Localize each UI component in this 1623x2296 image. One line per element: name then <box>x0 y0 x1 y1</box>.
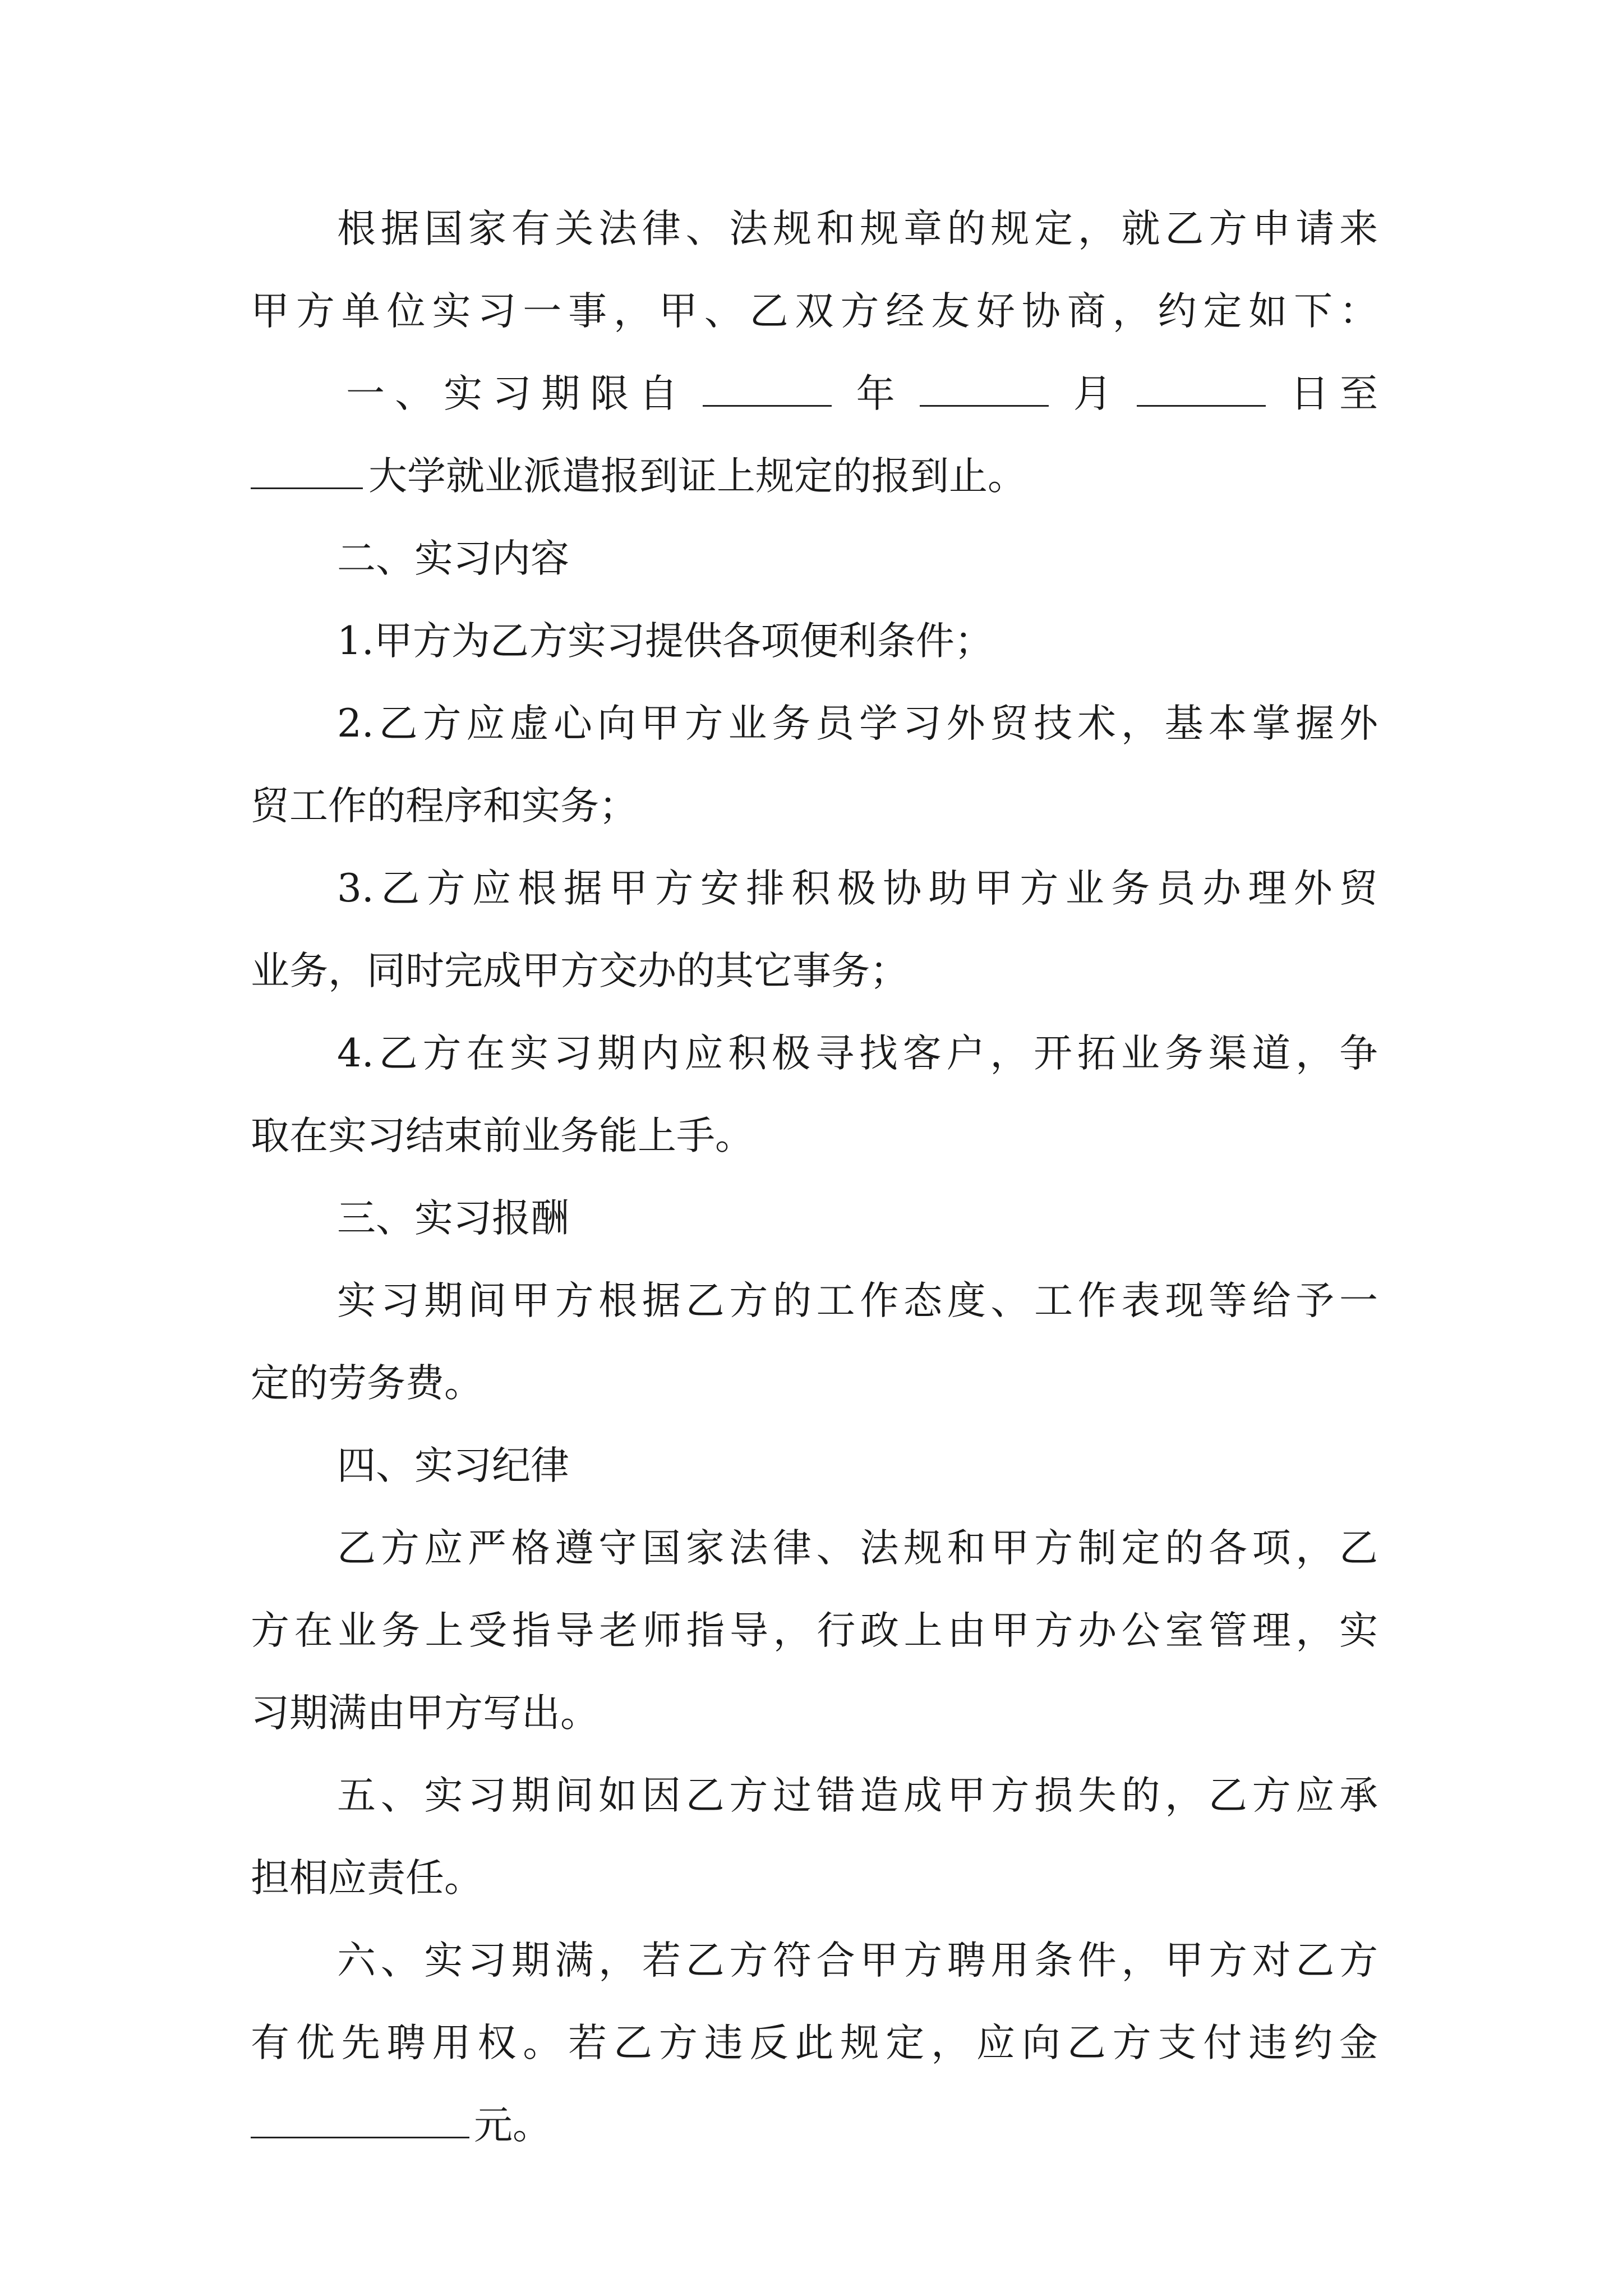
section-4-line-1: 乙方应严格遵守国家法律、法规和甲方制定的各项，乙 <box>337 1526 1378 1571</box>
section-5-line-1: 五、实习期间如因乙方过错造成甲方损失的，乙方应承 <box>337 1773 1378 1818</box>
item-2-line-1: 2.乙方应虚心向甲方业务员学习外贸技术，基本掌握外 <box>337 701 1378 746</box>
paragraph-intro-line-1: 根据国家有关法律、法规和规章的规定，就乙方申请来 <box>337 206 1378 251</box>
section-2-heading: 二、实习内容 <box>337 536 569 581</box>
section-4-heading: 四、实习纪律 <box>337 1443 569 1488</box>
item-3-line-1: 3.乙方应根据甲方安排积极协助甲方业务员办理外贸 <box>337 866 1378 911</box>
year-blank[interactable] <box>703 376 832 407</box>
section-6-line-1: 六、实习期满，若乙方符合甲方聘用条件，甲方对乙方 <box>337 1938 1378 1983</box>
penalty-amount-blank[interactable] <box>251 2108 469 2138</box>
section-1-period-line-2 <box>251 435 1378 518</box>
day-blank[interactable] <box>1137 376 1266 407</box>
item-2-line-2: 贸工作的程序和实务； <box>251 784 638 829</box>
report-text: 大学就业派遣报到证上规定的报到止。 <box>368 454 1026 499</box>
university-blank[interactable] <box>251 458 363 489</box>
section-4-line-2: 方在业务上受指导老师指导，行政上由甲方办公室管理，实 <box>251 1608 1378 1653</box>
section-1-period-line <box>251 353 1378 435</box>
year-label: 年 <box>846 371 905 416</box>
month-label: 月 <box>1063 371 1122 416</box>
section-3-heading: 三、实习报酬 <box>337 1196 569 1241</box>
month-blank[interactable] <box>920 376 1049 407</box>
section-3-line-2: 定的劳务费。 <box>251 1361 483 1406</box>
document-body <box>251 188 1378 2167</box>
section-6-line-3 <box>251 2085 1378 2167</box>
section-6-line-2: 有优先聘用权。若乙方违反此规定，应向乙方支付违约金 <box>251 2021 1378 2065</box>
section-3-line-1: 实习期间甲方根据乙方的工作态度、工作表现等给予一 <box>337 1278 1378 1323</box>
period-prefix: 一、实习期限自 <box>346 371 688 416</box>
item-4-line-1: 4.乙方在实习期内应积极寻找客户，开拓业务渠道，争 <box>337 1031 1378 1076</box>
paragraph-intro-line-2: 甲方单位实习一事，甲、乙双方经友好协商，约定如下： <box>251 289 1378 334</box>
day-label: 日至 <box>1280 371 1378 416</box>
item-1: 1.甲方为乙方实习提供各项便利条件； <box>337 619 993 664</box>
item-4-line-2: 取在实习结束前业务能上手。 <box>251 1114 754 1158</box>
currency-unit: 元。 <box>474 2103 551 2148</box>
section-4-line-3: 习期满由甲方写出。 <box>251 1691 599 1736</box>
section-5-line-2: 担相应责任。 <box>251 1856 483 1901</box>
item-3-line-2: 业务，同时完成甲方交办的其它事务； <box>251 949 909 993</box>
